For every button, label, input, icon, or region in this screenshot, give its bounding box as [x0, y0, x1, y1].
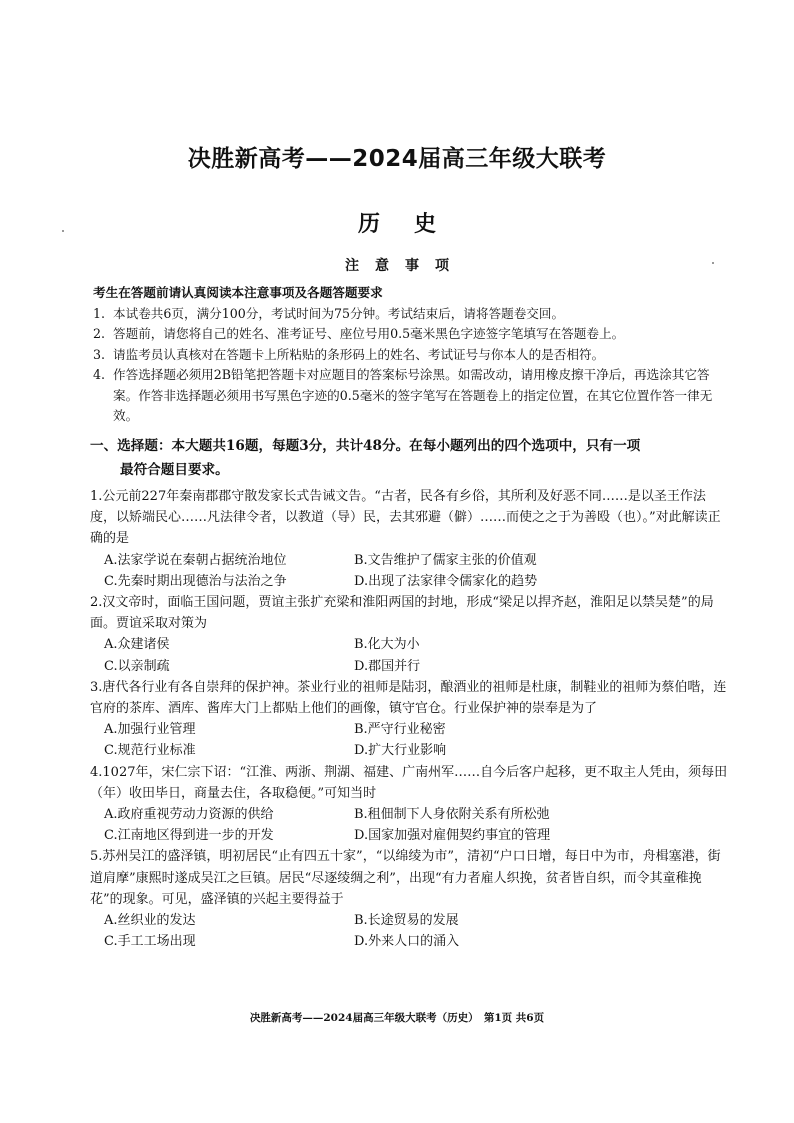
subject-title: 历史: [357, 212, 470, 237]
option-c: C.规范行业标准: [104, 743, 196, 759]
question-list: [90, 486, 730, 952]
notice-item: [93, 345, 723, 366]
option-grid: [90, 910, 730, 952]
notice-item-text: 本试卷共6页，满分100分，考试时间为75分钟。考试结束后，请将答题卷交回。: [113, 305, 565, 321]
question-stem: 3.唐代各行业有各自崇拜的保护神。茶业行业的祖师是陆羽，酿酒业的祖师是杜康，制鞋业的祖师为蔡伯喈，连官府的茶库、酒库、酱库大门上都贴上他们的画像，镇守官仓。行业保护神的崇奉是为了: [90, 679, 727, 717]
option-b: B.严守行业秘密: [354, 722, 446, 738]
question-stem: 2.汉文帝时，面临王国问题，贾谊主张扩充梁和淮阳两国的封地，形成“梁足以捍齐赵，淮阳足以禁吴楚”的局面。贾谊采取对策为: [90, 595, 714, 632]
option-a: A.众建诸侯: [104, 637, 170, 653]
question-1: [90, 486, 730, 592]
section-heading: [90, 434, 720, 482]
option-grid: [90, 719, 730, 761]
notice-item: [93, 365, 723, 427]
page-footer: 决胜新高考——2024届高三年级大联考（历史） 第1页 共6页: [249, 1012, 545, 1024]
question-5: [90, 846, 730, 952]
option-b: B.文告维护了儒家主张的价值观: [354, 552, 537, 568]
option-a: A.丝织业的发达: [104, 913, 196, 929]
question-4: [90, 762, 730, 847]
option-grid: [90, 634, 730, 676]
notice-item-number: 2.: [93, 326, 106, 341]
option-b: B.租佃制下人身依附关系有所松弛: [354, 807, 550, 823]
section-heading-line: 最符合题目要求。: [120, 462, 229, 478]
section-heading-line: 一、选择题：本大题共16题，每题3分，共计48分。在每小题列出的四个选项中，只有一项: [90, 438, 641, 454]
notice-item: [93, 324, 723, 345]
option-d: D.外来人口的涌入: [354, 934, 460, 950]
option-grid: [90, 550, 730, 592]
option-b: B.长途贸易的发展: [354, 913, 459, 929]
option-c: C.手工工场出现: [104, 934, 196, 950]
notice-item-number: 1.: [93, 305, 106, 321]
question-3: [90, 677, 730, 762]
option-c: C.江南地区得到进一步的开发: [104, 828, 274, 844]
exam-title: 决胜新高考——2024届高三年级大联考: [187, 146, 607, 172]
option-grid: [90, 804, 730, 846]
option-c: C.以亲制疏: [104, 658, 170, 674]
question-stem: 5.苏州吴江的盛泽镇，明初居民“止有四五十家”，“以绵绫为市”，清初“户口日增，每日中为市，舟楫塞港，街道肩摩”康熙时遂成吴江之巨镇。居民“尽逐绫绸之利”，出现“有力者雇人织挽，贫者皆自织，而令其童稚挽花”的现象。可见，盛泽镇的兴起主要得益于: [90, 849, 721, 907]
notice-item: [93, 304, 723, 325]
notice-item-number: 3.: [93, 346, 106, 362]
option-d: D.郡国并行: [354, 658, 421, 674]
question-2: [90, 592, 730, 677]
option-c: C.先秦时期出现德治与法治之争: [104, 573, 287, 589]
option-a: A.法家学说在秦朝占据统治地位: [104, 552, 287, 568]
question-stem: 4.1027年，宋仁宗下诏：“江淮、两浙、荆湖、福建、广南州军……自今后客户起移，更不取主人凭由，须每田（年）收田毕日，商量去住，各取稳便。”可知当时: [90, 764, 728, 801]
notice-item-text: 答题前，请您将自己的姓名、准考证号、座位号用0.5毫米黑色字迹签字笔填写在答题卷上。: [113, 326, 625, 341]
option-d: D.出现了法家律令儒家化的趋势: [354, 573, 538, 589]
notice-item-number: 4.: [93, 367, 106, 382]
notice-block: [93, 283, 723, 427]
notice-item-text: 请监考员认真核对在答题卡上所粘贴的条形码上的姓名、考试证号与你本人的是否相符。: [113, 346, 605, 362]
question-stem: 1.公元前227年秦南郡郡守散发家长式告诫文告。“古者，民各有乡俗，其所利及好恶不同……是以圣王作法度，以矫端民心……凡法律令者，以教道（导）民，去其邪避（僻）……而使之之于为善殴（也）。”对此解读正确的是: [90, 489, 721, 547]
option-a: A.加强行业管理: [104, 722, 196, 738]
option-d: D.国家加强对雇佣契约事宜的管理: [354, 828, 551, 844]
option-b: B.化大为小: [354, 637, 420, 653]
option-a: A.政府重视劳动力资源的供给: [104, 807, 274, 823]
notice-heading: 注意事项: [345, 258, 465, 274]
notice-intro: 考生在答题前请认真阅读本注意事项及各题答题要求: [93, 285, 383, 300]
notice-item-text: 作答选择题必须用2B铅笔把答题卡对应题目的答案标号涂黑。如需改动，请用橡皮擦干净后，再选涂其它答案。作答非选择题必须用书写黑色字迹的0.5毫米的签字笔写在答题卷上的指定位置，在其它位置作答一律无效。: [113, 367, 713, 423]
option-d: D.扩大行业影响: [354, 743, 447, 759]
